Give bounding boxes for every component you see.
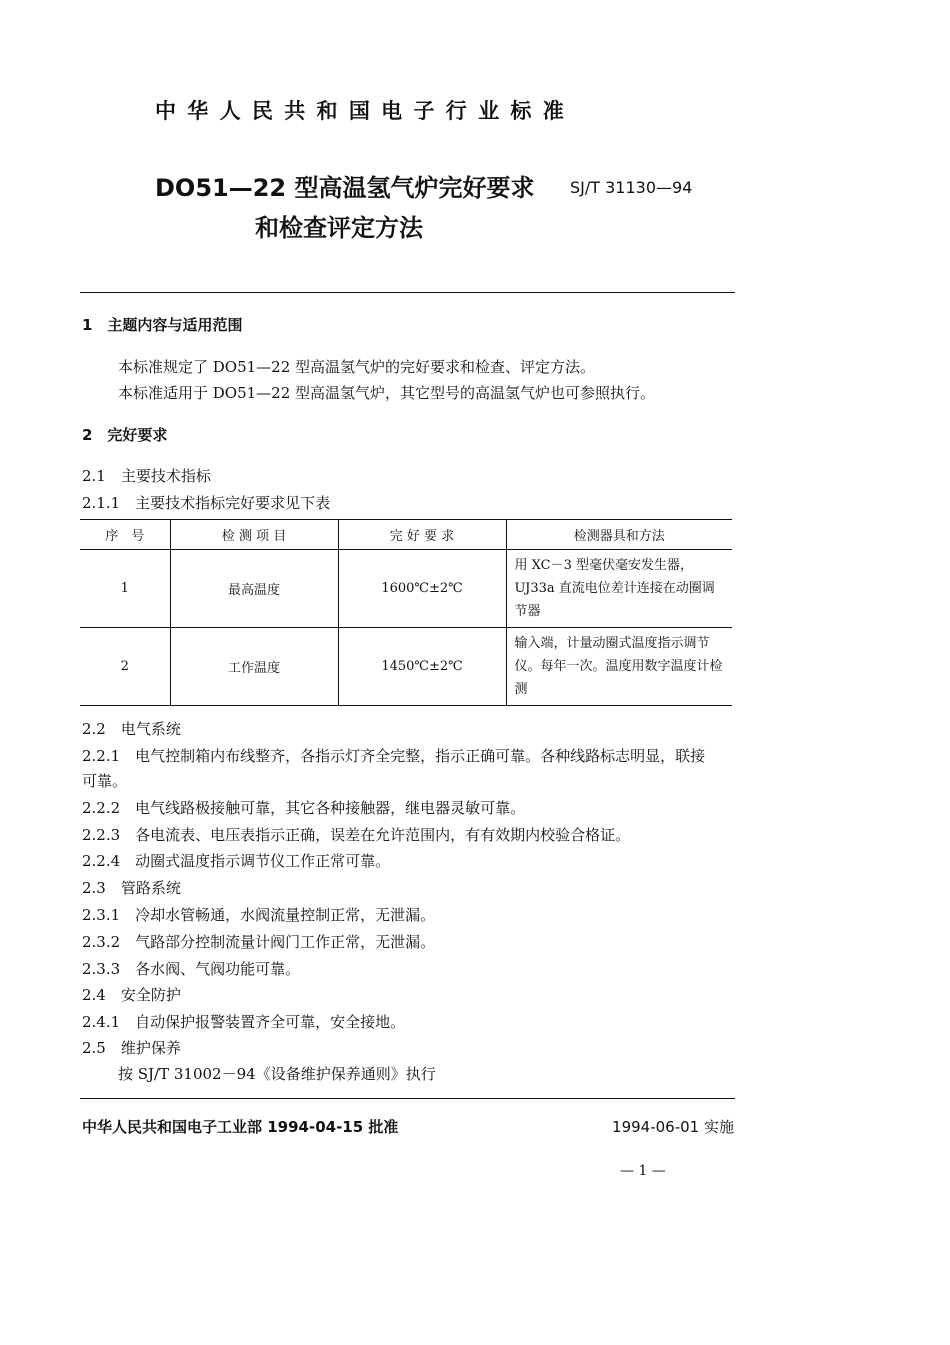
footer-divider [80, 1098, 735, 1099]
column-header-requirement: 完 好 要 求 [338, 520, 506, 550]
item-2-3-2: 2.3.2 气路部分控制流量计阀门工作正常，无泄漏。 [82, 933, 436, 951]
section-2-heading: 2 完好要求 [82, 426, 168, 444]
standard-organization: 中 华 人 民 共 和 国 电 子 行 业 标 准 [155, 99, 566, 123]
effective-date: 1994-06-01 实施 [612, 1118, 734, 1136]
subsection-2-5-heading: 2.5 维护保养 [82, 1039, 181, 1057]
column-header-item: 检 测 项 目 [170, 520, 338, 550]
section-1-paragraph-1: 本标准规定了 DO51—22 型高温氢气炉的完好要求和检查、评定方法。 [118, 358, 596, 376]
approval-statement: 中华人民共和国电子工业部 1994-04-15 批准 [82, 1118, 399, 1136]
item-2-2-3: 2.2.3 各电流表、电压表指示正确，误差在允许范围内，有有效期内校验合格证。 [82, 826, 631, 844]
subsection-2-3-heading: 2.3 管路系统 [82, 879, 181, 897]
column-header-number: 序 号 [80, 520, 170, 550]
technical-index-table [80, 519, 732, 706]
subsection-2-1-1: 2.1.1 主要技术指标完好要求见下表 [82, 494, 331, 512]
cell-number: 1 [80, 550, 170, 628]
header-divider [80, 292, 735, 293]
document-title-line1: DO51—22 型高温氢气炉完好要求 [155, 174, 535, 202]
cell-number: 2 [80, 628, 170, 706]
cell-method: 用 XC－3 型毫伏毫安发生器，UJ33a 直流电位差计连接在动圈调节器 [506, 550, 732, 628]
cell-requirement: 1600℃±2℃ [338, 550, 506, 628]
item-2-2-2: 2.2.2 电气线路极接触可靠，其它各种接触器，继电器灵敏可靠。 [82, 799, 526, 817]
document-title-line2: 和检查评定方法 [255, 214, 423, 242]
item-2-2-1-continued: 可靠。 [82, 772, 128, 790]
table-row [80, 550, 732, 628]
item-2-2-1: 2.2.1 电气控制箱内布线整齐，各指示灯齐全完整，指示正确可靠。各种线路标志明显，联接 [82, 747, 706, 765]
page-number: — 1 — [620, 1163, 666, 1179]
subsection-2-1: 2.1 主要技术指标 [82, 467, 211, 485]
section-1-paragraph-2: 本标准适用于 DO51—22 型高温氢气炉，其它型号的高温氢气炉也可参照执行。 [118, 384, 656, 402]
subsection-2-5-text: 按 SJ/T 31002－94《设备维护保养通则》执行 [118, 1065, 436, 1083]
cell-requirement: 1450℃±2℃ [338, 628, 506, 706]
item-2-3-1: 2.3.1 冷却水管畅通，水阀流量控制正常，无泄漏。 [82, 906, 436, 924]
item-2-2-4: 2.2.4 动圈式温度指示调节仪工作正常可靠。 [82, 852, 391, 870]
table-row [80, 628, 732, 706]
item-2-3-3: 2.3.3 各水阀、气阀功能可靠。 [82, 960, 301, 978]
subsection-2-2-heading: 2.2 电气系统 [82, 720, 181, 738]
cell-method: 输入端，计量动圈式温度指示调节仪。每年一次。温度用数字温度计检测 [506, 628, 732, 706]
section-1-heading: 1 主题内容与适用范围 [82, 316, 243, 334]
subsection-2-4-heading: 2.4 安全防护 [82, 986, 181, 1004]
standard-code: SJ/T 31130—94 [570, 178, 693, 197]
item-2-4-1: 2.4.1 自动保护报警装置齐全可靠，安全接地。 [82, 1013, 406, 1031]
cell-item: 最高温度 [170, 550, 338, 628]
cell-item: 工作温度 [170, 628, 338, 706]
table-header-row [80, 520, 732, 550]
column-header-method: 检测器具和方法 [506, 520, 732, 550]
